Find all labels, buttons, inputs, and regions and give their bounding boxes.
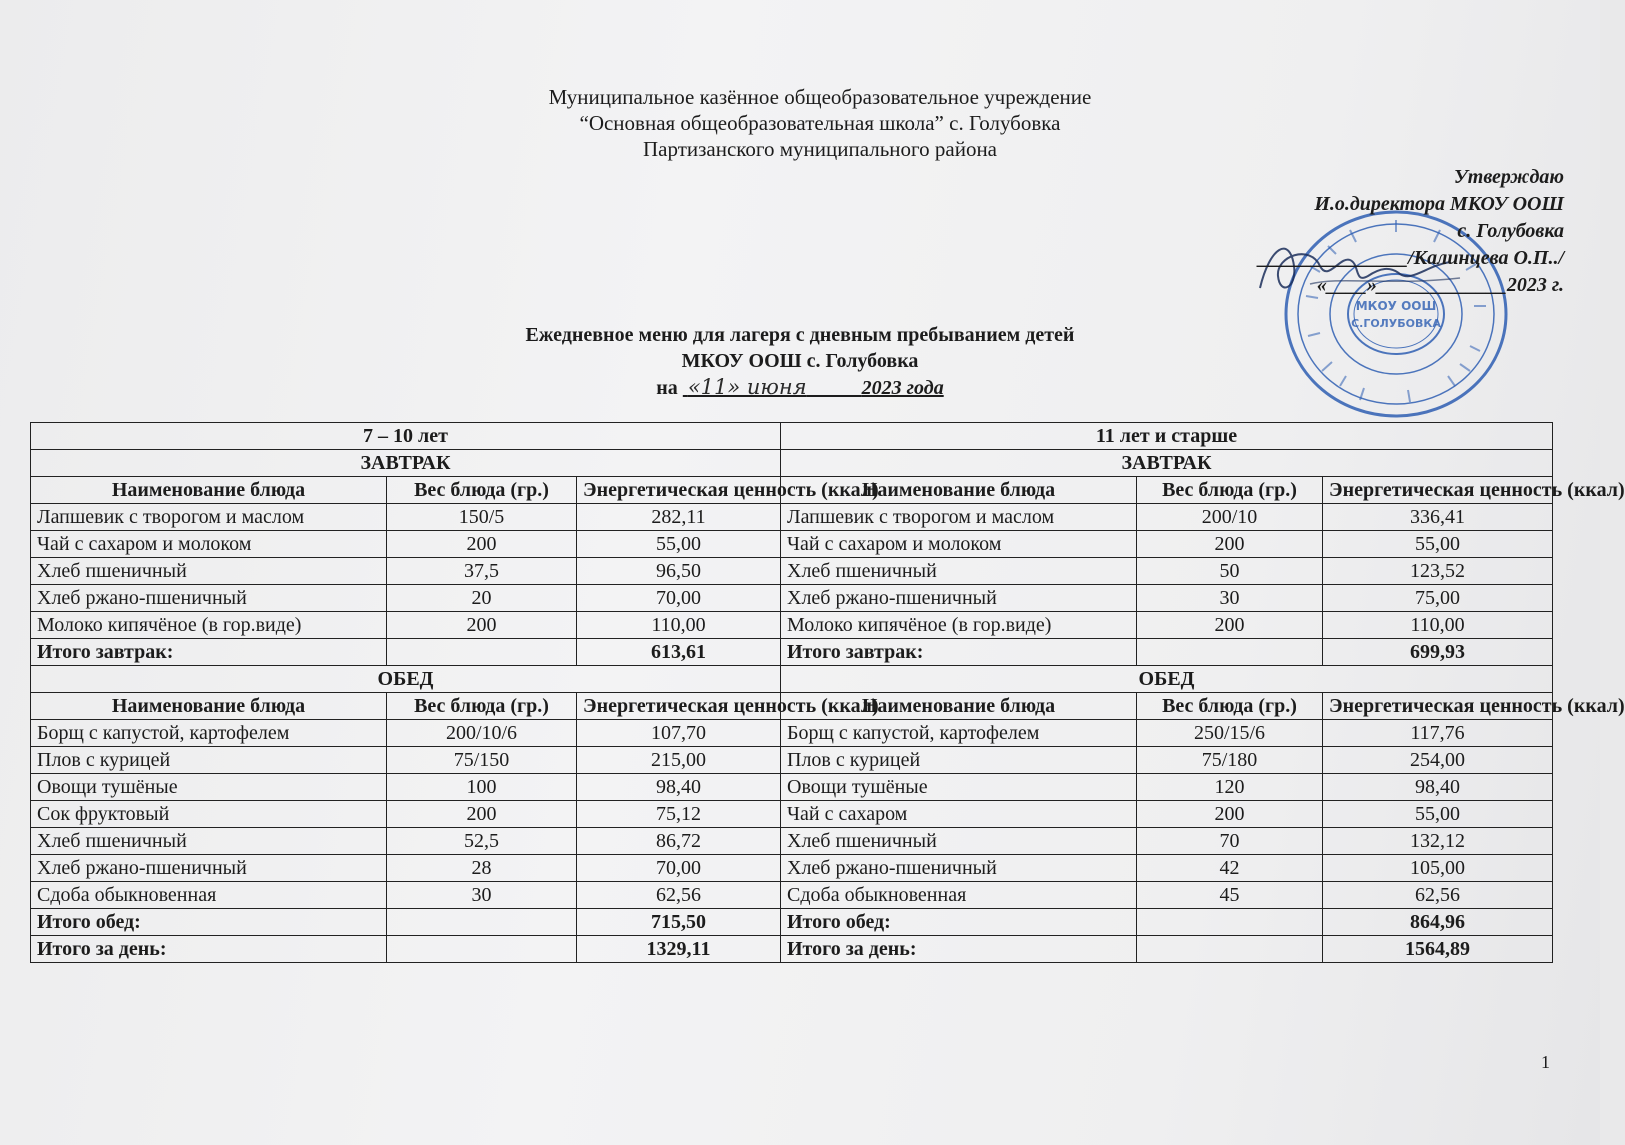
dish-weight: 70	[1137, 828, 1323, 855]
dish-kcal: 105,00	[1323, 855, 1553, 882]
dish-kcal: 70,00	[577, 585, 781, 612]
dish-weight: 28	[387, 855, 577, 882]
page-number: 1	[1541, 1052, 1550, 1072]
total-label: Итого за день:	[781, 936, 1137, 963]
dish-weight: 200	[387, 531, 577, 558]
age-group-young: 7 – 10 лет	[31, 423, 781, 450]
col-header-weight: Вес блюда (гр.)	[1137, 693, 1323, 720]
dish-name: Борщ с капустой, картофелем	[781, 720, 1137, 747]
dish-weight: 75/180	[1137, 747, 1323, 774]
dish-kcal: 123,52	[1323, 558, 1553, 585]
dish-weight: 20	[387, 585, 577, 612]
total-empty	[1137, 909, 1323, 936]
total-label: Итого завтрак:	[781, 639, 1137, 666]
approval-line: И.о.директора МКОУ ООШ	[1314, 193, 1564, 215]
dish-name: Хлеб пшеничный	[781, 828, 1137, 855]
lunch-row	[31, 828, 1553, 855]
title-date-handwritten: «11» июня	[687, 375, 807, 399]
dish-kcal: 215,00	[577, 747, 781, 774]
dish-kcal: 55,00	[1323, 531, 1553, 558]
dish-kcal: 62,56	[577, 882, 781, 909]
breakfast-row	[31, 612, 1553, 639]
col-header-name: Наименование блюда	[31, 693, 387, 720]
section-label: ЗАВТРАК	[781, 450, 1553, 477]
total-empty	[1137, 639, 1323, 666]
dish-kcal: 75,00	[1323, 585, 1553, 612]
total-kcal: 1329,11	[577, 936, 781, 963]
lunch-row	[31, 720, 1553, 747]
dish-kcal: 96,50	[577, 558, 781, 585]
age-group-row	[31, 423, 1553, 450]
approval-block	[1184, 164, 1564, 299]
col-header-weight: Вес блюда (гр.)	[387, 477, 577, 504]
dish-weight: 200	[1137, 801, 1323, 828]
total-kcal: 1564,89	[1323, 936, 1553, 963]
total-empty	[387, 639, 577, 666]
svg-text:С.ГОЛУБОВКА: С.ГОЛУБОВКА	[1351, 317, 1441, 330]
dish-name: Овощи тушёные	[781, 774, 1137, 801]
dish-kcal: 55,00	[1323, 801, 1553, 828]
dish-weight: 120	[1137, 774, 1323, 801]
dish-name: Плов с курицей	[31, 747, 387, 774]
institution-line: “Основная общеобразовательная школа” с. Голубовка	[579, 111, 1061, 135]
dish-weight: 30	[1137, 585, 1323, 612]
dish-weight: 200	[387, 801, 577, 828]
menu-table	[30, 422, 1625, 963]
total-kcal: 864,96	[1323, 909, 1553, 936]
institution-line: Партизанского муниципального района	[642, 137, 998, 161]
approval-line: с. Голубовка	[1457, 220, 1564, 242]
section-row-breakfast	[31, 450, 1553, 477]
section-label: ЗАВТРАК	[31, 450, 781, 477]
total-empty	[1137, 936, 1323, 963]
svg-text:МКОУ ООШ: МКОУ ООШ	[1355, 299, 1437, 313]
dish-weight: 50	[1137, 558, 1323, 585]
dish-weight: 45	[1137, 882, 1323, 909]
dish-name: Лапшевик с творогом и маслом	[781, 504, 1137, 531]
dish-weight: 200	[1137, 531, 1323, 558]
title-date-line	[656, 374, 943, 401]
col-header-name: Наименование блюда	[781, 693, 1137, 720]
dish-name: Молоко кипячёное (в гор.виде)	[781, 612, 1137, 639]
day-total-row	[31, 936, 1553, 963]
section-row-lunch	[31, 666, 1553, 693]
total-label: Итого обед:	[31, 909, 387, 936]
dish-name: Плов с курицей	[781, 747, 1137, 774]
dish-kcal: 282,11	[577, 504, 781, 531]
dish-name: Овощи тушёные	[31, 774, 387, 801]
total-empty	[387, 936, 577, 963]
dish-name: Сдоба обыкновенная	[781, 882, 1137, 909]
dish-weight: 75/150	[387, 747, 577, 774]
dish-name: Хлеб пшеничный	[31, 558, 387, 585]
dish-name: Хлеб пшеничный	[31, 828, 387, 855]
total-label: Итого завтрак:	[31, 639, 387, 666]
lunch-total-row	[31, 909, 1553, 936]
total-empty	[387, 909, 577, 936]
lunch-row	[31, 747, 1553, 774]
approval-line: «____»_____________2023 г.	[1316, 274, 1564, 296]
lunch-row	[31, 882, 1553, 909]
col-header-kcal: Энергетическая ценность (ккал)	[577, 477, 781, 504]
dish-kcal: 70,00	[577, 855, 781, 882]
dish-name: Чай с сахаром и молоком	[781, 531, 1137, 558]
title-date-prefix: на	[656, 377, 678, 399]
dish-weight: 37,5	[387, 558, 577, 585]
total-kcal: 699,93	[1323, 639, 1553, 666]
dish-name: Хлеб ржано-пшеничный	[31, 855, 387, 882]
dish-kcal: 110,00	[1323, 612, 1553, 639]
breakfast-total-row	[31, 639, 1553, 666]
breakfast-row	[31, 585, 1553, 612]
dish-kcal: 132,12	[1323, 828, 1553, 855]
col-header-name: Наименование блюда	[781, 477, 1137, 504]
title-date-underline	[683, 377, 944, 399]
dish-kcal: 62,56	[1323, 882, 1553, 909]
dish-name: Чай с сахаром и молоком	[31, 531, 387, 558]
institution-line: Муниципальное казённое общеобразовательное учреждение	[548, 85, 1092, 109]
breakfast-row	[31, 531, 1553, 558]
total-kcal: 613,61	[577, 639, 781, 666]
dish-weight: 200/10	[1137, 504, 1323, 531]
dish-name: Хлеб ржано-пшеничный	[781, 585, 1137, 612]
col-header-kcal: Энергетическая ценность (ккал)	[1323, 477, 1553, 504]
dish-weight: 200/10/6	[387, 720, 577, 747]
dish-weight: 250/15/6	[1137, 720, 1323, 747]
dish-kcal: 55,00	[577, 531, 781, 558]
dish-name: Молоко кипячёное (в гор.виде)	[31, 612, 387, 639]
institution-header	[440, 84, 1200, 162]
col-header-weight: Вес блюда (гр.)	[387, 693, 577, 720]
breakfast-row	[31, 504, 1553, 531]
dish-kcal: 110,00	[577, 612, 781, 639]
dish-name: Борщ с капустой, картофелем	[31, 720, 387, 747]
total-label: Итого за день:	[31, 936, 387, 963]
dish-kcal: 86,72	[577, 828, 781, 855]
dish-name: Хлеб пшеничный	[781, 558, 1137, 585]
dish-kcal: 117,76	[1323, 720, 1553, 747]
col-header-name: Наименование блюда	[31, 477, 387, 504]
lunch-row	[31, 774, 1553, 801]
dish-kcal: 75,12	[577, 801, 781, 828]
total-kcal: 715,50	[577, 909, 781, 936]
dish-name: Сдоба обыкновенная	[31, 882, 387, 909]
col-header-weight: Вес блюда (гр.)	[1137, 477, 1323, 504]
dish-kcal: 254,00	[1323, 747, 1553, 774]
menu-table-body	[31, 423, 1625, 963]
section-label: ОБЕД	[31, 666, 781, 693]
section-label: ОБЕД	[781, 666, 1553, 693]
dish-weight: 100	[387, 774, 577, 801]
dish-kcal: 336,41	[1323, 504, 1553, 531]
column-header-row	[31, 477, 1553, 504]
lunch-row	[31, 801, 1553, 828]
dish-kcal: 107,70	[577, 720, 781, 747]
title-line: МКОУ ООШ с. Голубовка	[681, 350, 919, 372]
dish-weight: 200	[387, 612, 577, 639]
col-header-kcal: Энергетическая ценность (ккал)	[577, 693, 781, 720]
breakfast-row	[31, 558, 1553, 585]
dish-name: Хлеб ржано-пшеничный	[781, 855, 1137, 882]
dish-weight: 52,5	[387, 828, 577, 855]
col-header-kcal: Энергетическая ценность (ккал)	[1323, 693, 1553, 720]
dish-weight: 200	[1137, 612, 1323, 639]
column-header-row	[31, 693, 1553, 720]
menu-title	[380, 322, 1220, 401]
title-line: Ежедневное меню для лагеря с дневным пребыванием детей	[525, 324, 1075, 346]
title-date-suffix: 2023 года	[861, 377, 944, 399]
dish-weight: 42	[1137, 855, 1323, 882]
total-label: Итого обед:	[781, 909, 1137, 936]
approval-line: Утверждаю	[1453, 166, 1564, 188]
dish-kcal: 98,40	[1323, 774, 1553, 801]
dish-weight: 30	[387, 882, 577, 909]
dish-name: Хлеб ржано-пшеничный	[31, 585, 387, 612]
approval-line: _______________/Калинцева О.П../	[1258, 247, 1564, 269]
dish-name: Сок фруктовый	[31, 801, 387, 828]
dish-name: Чай с сахаром	[781, 801, 1137, 828]
dish-name: Лапшевик с творогом и маслом	[31, 504, 387, 531]
dish-kcal: 98,40	[577, 774, 781, 801]
lunch-row	[31, 855, 1553, 882]
age-group-older: 11 лет и старше	[781, 423, 1553, 450]
dish-weight: 150/5	[387, 504, 577, 531]
